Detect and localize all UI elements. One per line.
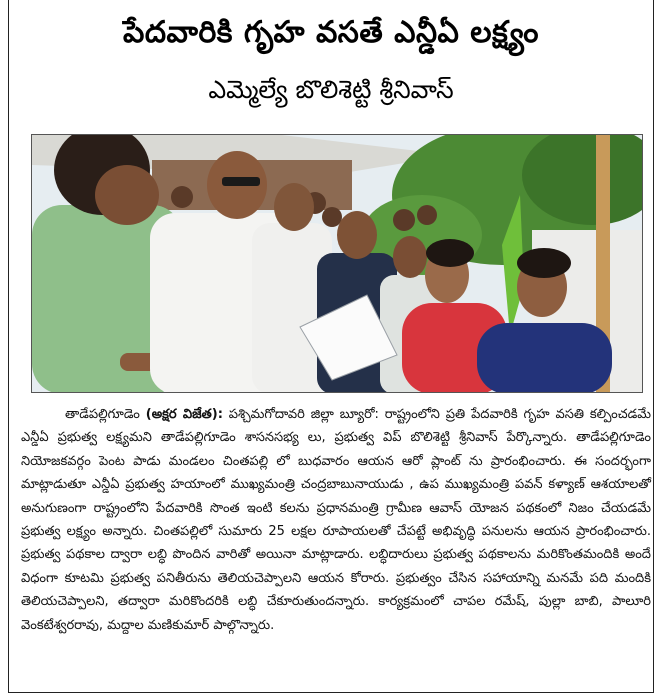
article-paragraph	[21, 403, 651, 637]
byline: (అక్షర విజేత):	[145, 407, 223, 422]
article-body	[21, 403, 651, 637]
subheadline: ఎమ్మెల్యే బొలిశెట్టి శ్రీనివాస్	[208, 75, 454, 104]
news-photo	[31, 134, 643, 393]
dateline: తాడేపల్లిగూడెం	[65, 407, 140, 422]
photo-sunglasses	[222, 177, 260, 186]
photo-person-blue-saree	[477, 323, 612, 393]
photo-person-7-hair	[517, 248, 571, 278]
photo-person-4-face	[337, 211, 377, 259]
photo-person-1-face	[95, 165, 159, 225]
article-text: పశ్చిమగోదావరి జిల్లా బ్యూరో: రాష్ట్రంలోని ప్రతి పేదవారికి గృహ వసతి కల్పించడమే ఎన్డీఏ ప్రభుత్వ లక్ష్యమని తాడేపల్లిగూడెం శాసనసభ్య లు, ప్రభుత్వ విప్ బొలిశెట్టి శ్రీనివాస్ పేర్కొన్నారు. తాడేపల్లిగూడెం నియోజకవర్గం పెంట పాడు మండలం చింతపల్లి లో బుధవారం ఆయన ఆరో ప్లాంట్ ను ప్రారంభించారు. ఈ సందర్భంగా మాట్లాడుతూ ఎన్డీఏ ప్రభుత్వ హయాంలో ముఖ్యమంత్రి చంద్రబాబునాయుడు , ఉప ముఖ్యమంత్రి పవన్ కళ్యాణ్ ఆశయాలతో అనుగుణంగా రాష్ట్రంలోని పేదవారికి సొంత ఇంటి కలను ప్రధానమంత్రి గ్రామీణ ఆవాస్ యోజన పథకంలో నిజం చేయడమే ప్రభుత్వ లక్ష్యం అన్నారు. చింతపల్లిలో సుమారు 25 లక్షల రూపాయలతో చేపట్టే అభివృద్ధి పనులను ఆయన ప్రారంభించారు. ప్రభుత్వ పథకాల ద్వారా లబ్ధి పొందిన వారితో అయినా మాట్లాడారు. లబ్ధిదారులు ప్రభుత్వ పథకాలను మరికొంతమందికి అందే విధంగా కూటమి ప్రభుత్వ పనితీరును తెలియచెప్పాలని ఆయన కోరారు. ప్రభుత్వం చేసిన సహాయాన్ని మనమే పది మందికి తెలియచెప్పాలని, తద్వారా మరికొందరికి లబ్ధి చేకూరుతుందన్నారు. కార్యక్రమంలో చాపల రమేష్, పుల్లా బాబి, పాలూరి వెంకటేశ్వరరావు, మద్దాల మణికుమార్ పాల్గొన్నారు.	[21, 407, 651, 633]
photo-person-5-face	[393, 236, 427, 278]
photo-illustration	[32, 135, 643, 393]
photo-person-3-face	[274, 183, 314, 231]
headline: పేదవారికి గృహ వసతే ఎన్డీఏ లక్ష్యం	[123, 15, 539, 50]
news-clipping	[8, 0, 654, 693]
photo-person-6-hair	[426, 239, 474, 267]
